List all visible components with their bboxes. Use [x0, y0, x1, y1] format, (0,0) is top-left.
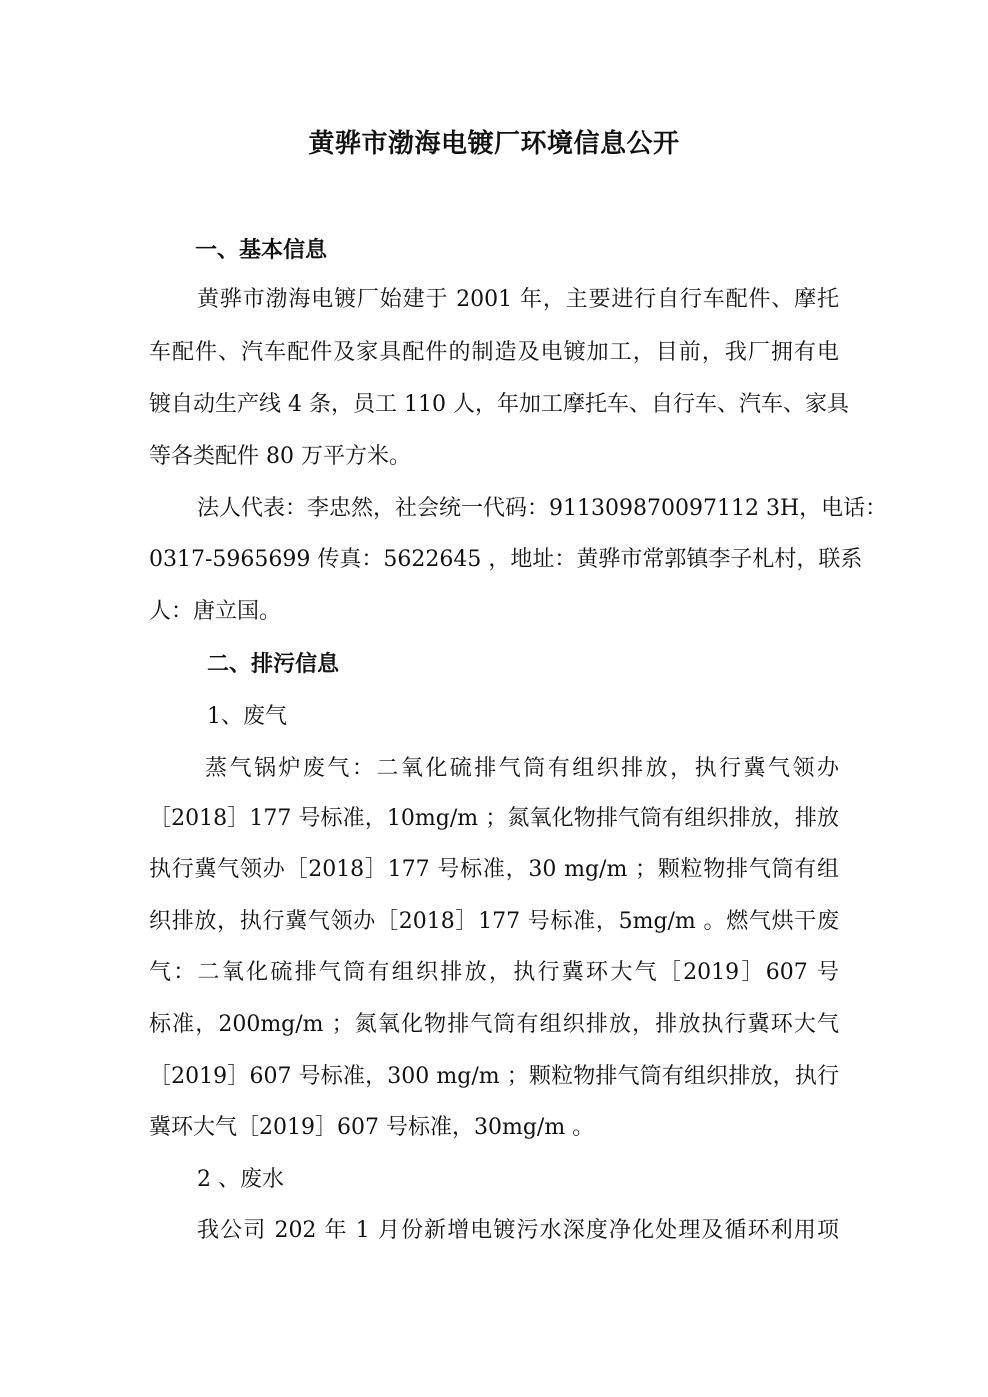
subheading-exhaust-gas: 1、废气	[207, 704, 287, 729]
section-heading-basic-info: 一、基本信息	[195, 237, 328, 263]
subheading-wastewater: 2 、废水	[197, 1167, 284, 1192]
paragraph-line: 车配件、汽车配件及家具配件的制造及电镀加工，目前，我厂拥有电	[149, 340, 839, 365]
paragraph-line: 等各类配件 80 万平方米。	[149, 444, 411, 469]
paragraph-line: 标准，200mg/m ；氮氧化物排气筒有组织排放，排放执行冀环大气	[149, 1012, 839, 1037]
paragraph-line: 冀环大气［2019］607 号标准，30mg/m 。	[149, 1115, 595, 1140]
paragraph-line: 织排放，执行冀气领办［2018］177 号标准，5mg/m 。燃气烘干废	[149, 909, 839, 934]
section-heading-pollution-info: 二、排污信息	[207, 651, 340, 677]
page-title: 黄骅市渤海电镀厂环境信息公开	[308, 129, 680, 159]
paragraph-line: 蒸气锅炉废气：二氧化硫排气筒有组织排放，执行冀气领办	[205, 756, 839, 781]
paragraph-line: 法人代表：李忠然，社会统一代码：911309870097112 3H，电话：	[197, 496, 888, 521]
paragraph-line: 气：二氧化硫排气筒有组织排放，执行冀环大气［2019］607 号	[149, 960, 839, 985]
paragraph-line: 我公司 202 年 1 月份新增电镀污水深度净化处理及循环利用项	[197, 1218, 839, 1243]
paragraph-line: 0317-5965699 传真：5622645 ，地址：黄骅市常郭镇李子札村，联系	[149, 547, 863, 572]
paragraph-line: 黄骅市渤海电镀厂始建于 2001 年，主要进行自行车配件、摩托	[197, 287, 839, 312]
paragraph-line: 执行冀气领办［2018］177 号标准，30 mg/m ；颗粒物排气筒有组	[149, 857, 839, 882]
paragraph-line: 镀自动生产线 4 条，员工 110 人，年加工摩托车、自行车、汽车、家具	[149, 392, 849, 417]
paragraph-line: 人：唐立国。	[149, 599, 282, 624]
paragraph-line: ［2018］177 号标准，10mg/m ；氮氧化物排气筒有组织排放，排放	[149, 806, 839, 831]
paragraph-line: ［2019］607 号标准，300 mg/m ；颗粒物排气筒有组织排放，执行	[149, 1064, 839, 1089]
